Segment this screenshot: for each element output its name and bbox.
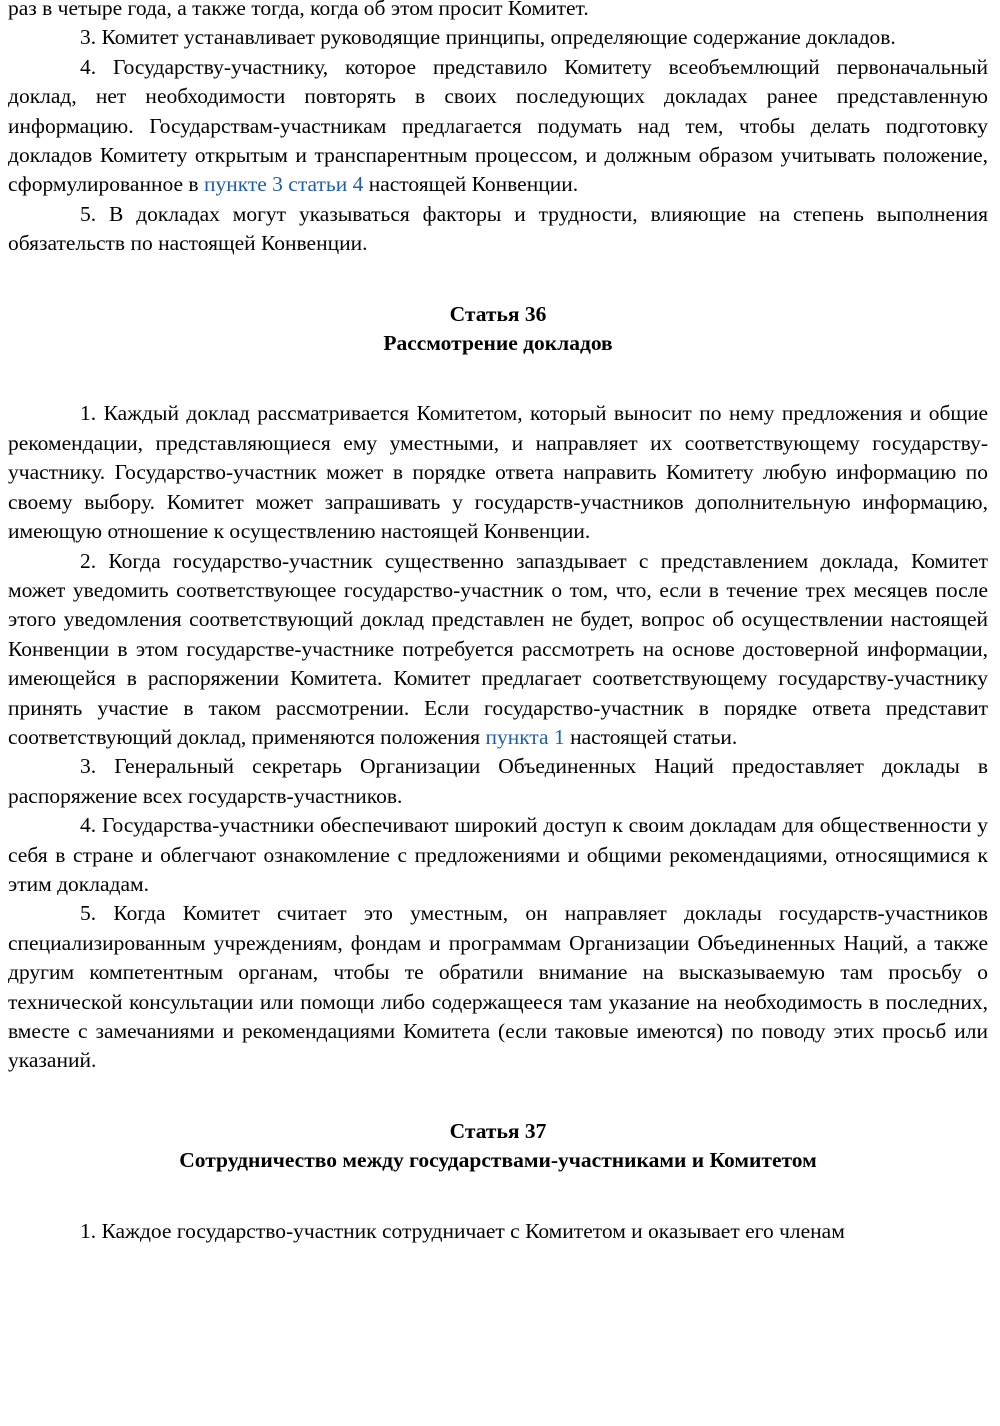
spacer bbox=[8, 259, 988, 300]
article-36-paragraph-2 bbox=[8, 547, 988, 753]
document-page bbox=[8, 0, 988, 1246]
article-36-title: Статья 36 bbox=[449, 301, 547, 326]
article-36-paragraph-5: 5. Когда Комитет считает это уместным, он направляет доклады государств-участников специализированным учреждениям, фондам и программам Организации Объединенных Наций, а также другим компетентным органам, чтобы те обратили внимание на высказываемую там просьбу о технической консультации или помощи либо содержащееся там указание на необходимость в последних, вместе с замечаниями и рекомендациями Комитета (если таковые имеются) по поводу этих просьб или указаний. bbox=[8, 901, 988, 1073]
article-37-paragraph-1: 1. Каждое государство-участник сотрудничает с Комитетом и оказывает его членам bbox=[80, 1218, 845, 1243]
article-36-paragraph-2-text-a: 2. Когда государство-участник существенно запаздывает с представлением доклада, Комитет может уведомить соответствующее государство-участник о том, что, если в течение трех месяцев после этого уведомления соответствующий доклад представлен не будет, вопрос об осуществлении настоящей Конвенции в этом государстве-участнике потребуется рассмотреть на основе достоверной информации, имеющейся в распоряжении Комитета. Комитет предлагает соответствующему государству-участнику принять участие в таком рассмотрении. Если государство-участник в порядке ответа представит соответствующий доклад, применяются положения bbox=[8, 548, 988, 749]
article-36-paragraph-3: 3. Генеральный секретарь Организации Объединенных Наций предоставляет доклады в распоряжение всех государств-участников. bbox=[8, 754, 988, 808]
paragraph-5: 5. В докладах могут указываться факторы и трудности, влияющие на степень выполнения обязательств по настоящей Конвенции. bbox=[8, 201, 988, 256]
paragraph-1-link[interactable]: пункта 1 bbox=[485, 724, 565, 749]
spacer bbox=[8, 1076, 988, 1117]
paragraph-continuation: раз в четыре года, а также тогда, когда об этом просит Комитет. bbox=[8, 0, 589, 20]
article-36-paragraph-1: 1. Каждый доклад рассматривается Комитетом, который выносит по нему предложения и общие рекомендации, представляющиеся ему уместными, и направляет их соответствующему государству-участнику. Государство-участник может в порядке ответа направить Комитету любую информацию по своему выбору. Комитет может запрашивать у государств-участников дополнительную информацию, имеющую отношение к осуществлению настоящей Конвенции. bbox=[8, 401, 988, 544]
article-37-subtitle: Сотрудничество между государствами-участниками и Комитетом bbox=[179, 1148, 817, 1173]
paragraph-3: 3. Комитет устанавливает руководящие принципы, определяющие содержание докладов. bbox=[80, 25, 896, 50]
spacer bbox=[8, 358, 988, 399]
paragraph-4-text-a: 4. Государству-участнику, которое представило Комитету всеобъемлющий первоначальный доклад, нет необходимости повторять в своих последующих докладах ранее представленную информацию. Государствам-участникам предлагается подумать над тем, чтобы делать подготовку докладов Комитету открытым и транспарентным процессом, и должным образом учитывать положение, сформулированное в bbox=[8, 54, 988, 197]
article-36-paragraph-4: 4. Государства-участники обеспечивают широкий доступ к своим докладам для общественности у себя в стране и облегчают ознакомление с предложениями и общими рекомендациями, относящимися к этим докладам. bbox=[8, 813, 988, 896]
article-36-paragraph-2-text-b: настоящей статьи. bbox=[564, 724, 738, 749]
article-4-link[interactable]: пункте 3 статьи 4 bbox=[203, 172, 364, 197]
article-36-subtitle: Рассмотрение докладов bbox=[383, 331, 613, 356]
paragraph-4 bbox=[8, 53, 988, 200]
article-37-title: Статья 37 bbox=[449, 1118, 547, 1143]
paragraph-4-text-b: настоящей Конвенции. bbox=[363, 172, 579, 197]
spacer bbox=[8, 1176, 988, 1217]
